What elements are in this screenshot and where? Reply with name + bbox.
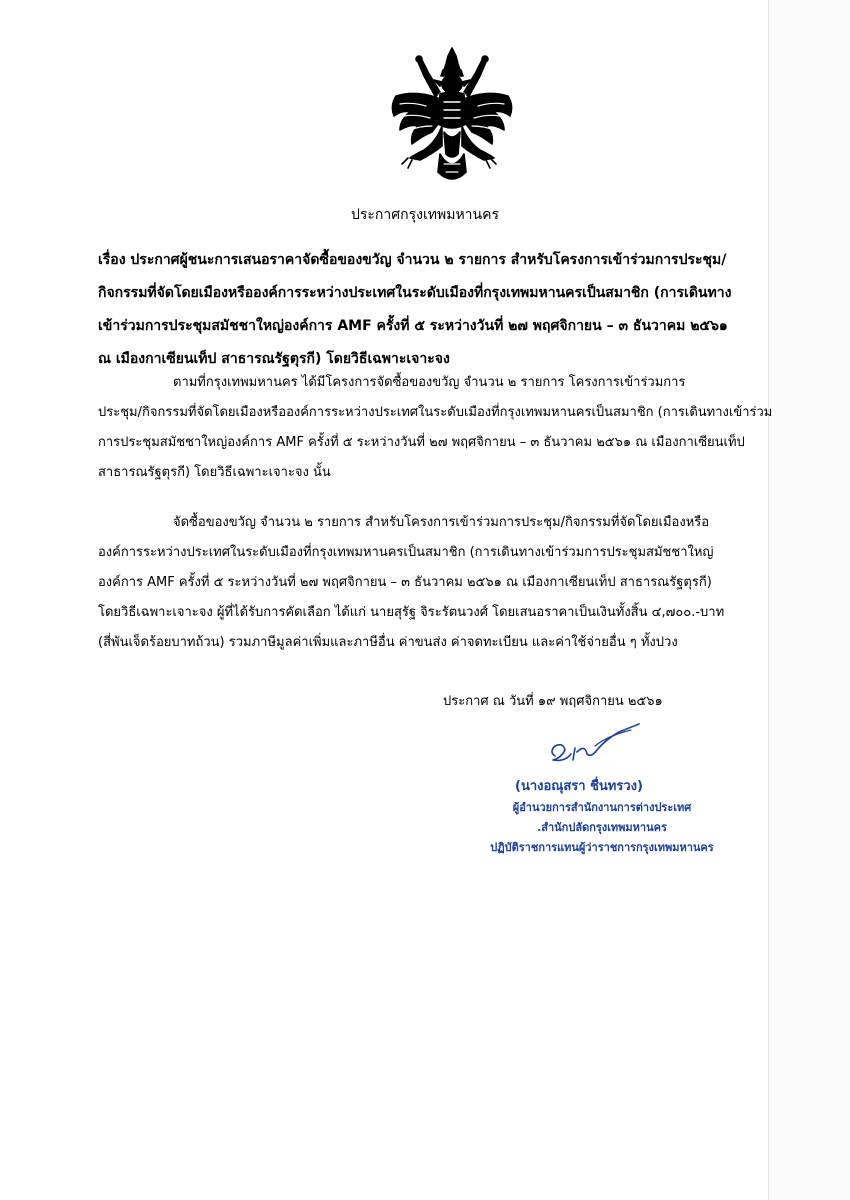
signer-title-line: ผู้อำนวยการสำนักงานการต่างประเทศ [512,801,692,814]
page-title: ประกาศกรุงเทพมหานคร [351,207,499,223]
paragraph-line: ตามที่กรุงเทพมหานคร ได้มีโครงการจัดซื้อของขวัญ จำนวน ๒ รายการ โครงการเข้าร่วมการ [173,375,686,390]
subject-line: เข้าร่วมการประชุมสมัชชาใหญ่องค์การ AMF ครั้งที่ ๕ ระหว่างวันที่ ๒๗ พฤศจิกายน – ๓ ธันวาคม ๒๕๖๑ [98,318,728,334]
announce-date: ประกาศ ณ วันที่ ๑๙ พฤศจิกายน ๒๕๖๑ [443,694,663,709]
subject-line: กิจกรรมที่จัดโดยเมืองหรือองค์การระหว่างประเทศในระดับเมืองที่กรุงเทพมหานครเป็นสมาชิก (การเดินทาง [98,285,732,301]
subject-block [98,244,798,376]
paragraph-line: องค์การ AMF ครั้งที่ ๕ ระหว่างวันที่ ๒๗ พฤศจิกายน – ๓ ธันวาคม ๒๕๖๑ ณ เมืองกาเซียนเท็ป สาธารณรัฐตุรกี) [98,575,712,590]
paragraph-line: (สี่พันเจ็ดร้อยบาทถ้วน) รวมภาษีมูลค่าเพิ่มและภาษีอื่น ค่าขนส่ง ค่าจดทะเบียน และค่าใช้จ่ายอื่น ๆ ทั้งปวง [98,635,678,650]
paragraph-line: การประชุมสมัชชาใหญ่องค์การ AMF ครั้งที่ ๕ ระหว่างวันที่ ๒๗ พฤศจิกายน – ๓ ธันวาคม ๒๕๖๑ ณ เมืองกาเซียนเท็ป [98,435,745,450]
paragraph-award [98,508,798,658]
handwritten-signature [535,722,655,772]
paragraph-line: องค์การระหว่างประเทศในระดับเมืองที่กรุงเทพมหานครเป็นสมาชิก (การเดินทางเข้าร่วมการประชุมสมัชชาใหญ่ [98,545,714,560]
garuda-emblem-icon [386,46,518,188]
paragraph-line: จัดซื้อของขวัญ จำนวน ๒ รายการ สำหรับโครงการเข้าร่วมการประชุม/กิจกรรมที่จัดโดยเมืองหรือ [173,515,710,530]
signer-name: (นางอณุสรา ชื่นทรวง) [515,779,643,794]
paragraph-line: ประชุม/กิจกรรมที่จัดโดยเมืองหรือองค์การระหว่างประเทศในระดับเมืองที่กรุงเทพมหานครเป็นสมาชิก (การเดินทางเข้าร่วม [98,405,773,420]
subject-line: เรื่อง ประกาศผู้ชนะการเสนอราคาจัดซื้อของขวัญ จำนวน ๒ รายการ สำหรับโครงการเข้าร่วมการประชุม/ [98,252,727,268]
paragraph-line: โดยวิธีเฉพาะเจาะจง ผู้ที่ได้รับการคัดเลือก ได้แก่ นายสุรัฐ จิระรัตนวงศ์ โดยเสนอราคาเป็นเงินทั้งสิ้น ๔,๗๐๐.-บาท [98,605,725,620]
paragraph-line: สาธารณรัฐตุรกี) โดยวิธีเฉพาะเจาะจง นั้น [98,465,331,480]
paragraph-background [98,368,798,488]
subject-line: ณ เมืองกาเซียนเท็ป สาธารณรัฐตุรกี) โดยวิธีเฉพาะเจาะจง [98,351,450,367]
signer-title-line: .สำนักปลัดกรุงเทพมหานคร [537,821,667,834]
signer-title-line: ปฏิบัติราชการแทนผู้ว่าราชการกรุงเทพมหานคร [490,841,714,854]
